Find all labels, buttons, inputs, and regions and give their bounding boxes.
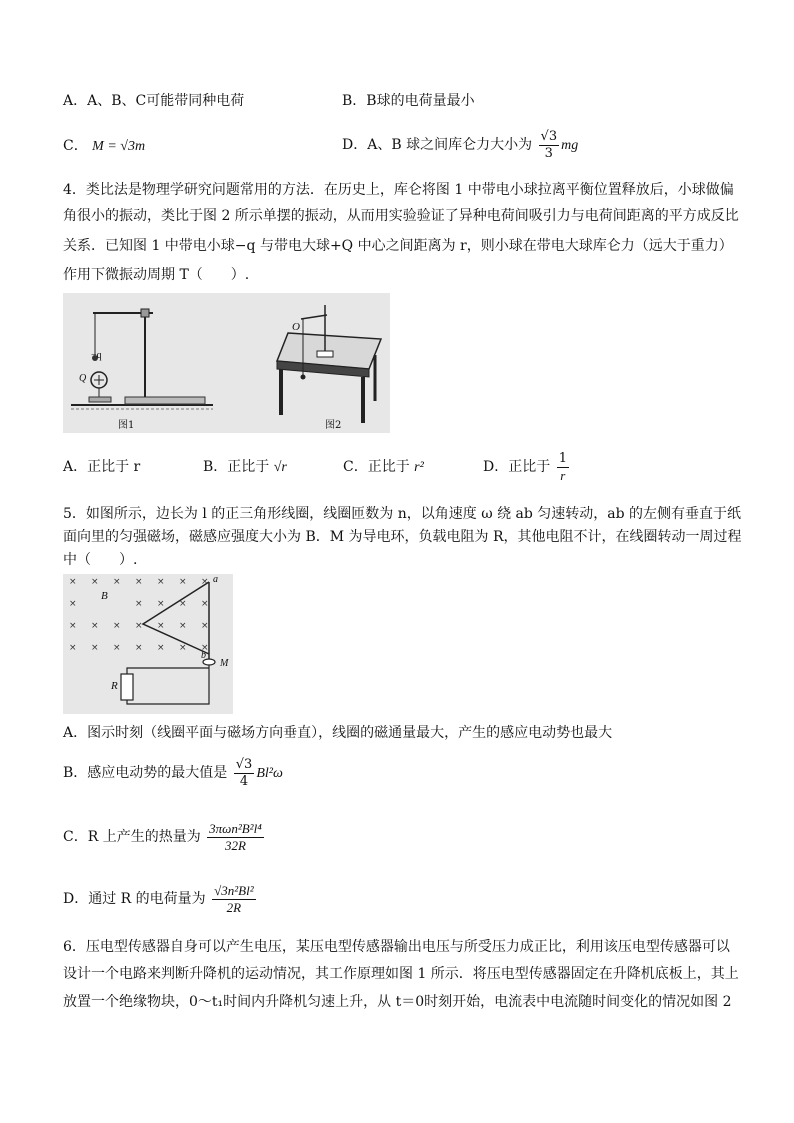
- q5-fig-b-label: b: [201, 650, 206, 661]
- q4-fig1-q-label: −q: [91, 350, 102, 361]
- svg-text:×: ×: [69, 599, 77, 609]
- svg-text:×: ×: [157, 621, 165, 631]
- q3-option-c-prefix: C．: [63, 138, 88, 154]
- q3-option-d-prefix: D．A、B 球之间库仑力大小为: [342, 137, 533, 153]
- svg-text:×: ×: [179, 643, 187, 653]
- q5-option-b-numerator: √3: [235, 756, 253, 772]
- q5-option-d-denominator: 2R: [226, 899, 242, 915]
- svg-text:×: ×: [69, 577, 77, 587]
- q3-option-c-math: M = √3m: [92, 139, 146, 154]
- q5-fig-R-label: R: [111, 680, 118, 692]
- q5-option-a: A．图示时刻（线圈平面与磁场方向垂直），线圈的磁通量最大，产生的感应电动势也最大: [63, 725, 613, 741]
- q4-options: [63, 450, 763, 484]
- svg-text:×: ×: [157, 599, 165, 609]
- q6-stem-line2: 设计一个电路来判断升降机的运动情况，其工作原理如图 1 所示．将压电型传感器固定在升降机底板上，其上: [63, 966, 739, 982]
- q4-option-d: [483, 450, 571, 484]
- q5-option-d-numerator: √3n²Bl²: [214, 882, 254, 898]
- q5-option-b-denominator: 4: [239, 773, 249, 789]
- svg-text:×: ×: [91, 621, 99, 631]
- svg-text:×: ×: [179, 621, 187, 631]
- q5-option-b-prefix: B．感应电动势的最大值是: [63, 765, 228, 781]
- q4-stem-line4: 作用下微振动周期 T（ ）.: [63, 267, 250, 283]
- svg-text:×: ×: [91, 577, 99, 587]
- q5-option-c: [63, 820, 266, 854]
- q4-option-c-math: r²: [414, 460, 424, 475]
- q5-option-c-fraction: [207, 821, 264, 854]
- svg-text:×: ×: [69, 643, 77, 653]
- q4-option-d-prefix: D．正比于: [483, 459, 551, 475]
- q4-option-c: [343, 450, 424, 485]
- svg-text:×: ×: [135, 599, 143, 609]
- q3-option-d-numerator: √3: [540, 128, 558, 144]
- svg-text:×: ×: [179, 599, 187, 609]
- q5-fig-M-label: M: [220, 658, 229, 669]
- svg-text:×: ×: [91, 643, 99, 653]
- svg-text:×: ×: [201, 577, 209, 587]
- q3-option-d-fraction: [539, 129, 560, 162]
- q4-option-d-denominator: r: [560, 467, 566, 483]
- svg-text:×: ×: [157, 577, 165, 587]
- q5-option-b: [63, 756, 283, 791]
- q4-option-a: A．正比于 r: [63, 459, 141, 475]
- q4-option-d-numerator: 1: [558, 450, 567, 466]
- q5-option-c-numerator: 3πωn²B²l⁴: [209, 820, 262, 836]
- q4-option-b-prefix: B．正比于: [203, 459, 270, 475]
- q4-fig2-caption: 图2: [325, 420, 342, 431]
- svg-text:×: ×: [179, 577, 187, 587]
- q4-fig2-O-label: O: [292, 321, 300, 333]
- svg-text:×: ×: [201, 643, 209, 653]
- q4-option-b: [203, 450, 287, 485]
- q5-figure-drawing: [63, 574, 233, 714]
- q3-option-d-denominator: 3: [544, 145, 553, 161]
- svg-text:×: ×: [135, 577, 143, 587]
- q3-option-c: [63, 137, 145, 156]
- q4-option-d-fraction: [557, 451, 569, 484]
- svg-text:×: ×: [135, 643, 143, 653]
- q5-fig-B-label: B: [101, 590, 108, 602]
- q5-fig-a-label: a: [213, 574, 218, 585]
- q5-figure: [63, 574, 233, 714]
- q3-option-b: B．B球的电荷量最小: [342, 93, 475, 109]
- q5-stem-line1: 5．如图所示，边长为 l 的正三角形线圈，线圈匝数为 n，以角速度 ω 绕 ab 匀速转动，ab 的左侧有垂直于纸: [63, 506, 742, 522]
- svg-text:×: ×: [135, 621, 143, 631]
- q4-option-c-prefix: C．正比于: [343, 459, 410, 475]
- q5-option-c-denominator: 32R: [224, 837, 246, 853]
- q3-option-d: [342, 128, 578, 163]
- q3-option-a: A．A、B、C可能带同种电荷: [63, 93, 245, 109]
- svg-text:×: ×: [201, 621, 209, 631]
- svg-text:×: ×: [113, 643, 121, 653]
- svg-text:×: ×: [113, 577, 121, 587]
- q5-option-b-suffix: Bl²ω: [256, 766, 283, 781]
- svg-text:×: ×: [157, 643, 165, 653]
- q4-fig1-Q-label: Q: [79, 373, 87, 384]
- q5-option-b-fraction: [234, 757, 255, 790]
- q4-figure-drawing: [63, 293, 390, 433]
- q4-stem-line3: 关系．已知图 1 中带电小球−q 与带电大球+Q 中心之间距离为 r，则小球在带电大球库仑力（远大于重力）: [63, 238, 733, 254]
- svg-text:×: ×: [69, 621, 77, 631]
- q5-option-d: [63, 882, 258, 916]
- q6-stem-line3: 放置一个绝缘物块，0～t₁时间内升降机匀速上升，从 t＝0时刻开始，电流表中电流随时间变化的情况如图 2: [63, 994, 732, 1010]
- q4-stem-line1: 4．类比法是物理学研究问题常用的方法．在历史上，库仑将图 1 中带电小球拉离平衡位置释放后，小球做偏: [63, 182, 734, 198]
- q5-option-d-fraction: [212, 883, 255, 916]
- svg-text:×: ×: [113, 621, 121, 631]
- q4-fig1-caption: 图1: [118, 420, 135, 431]
- q3-option-d-suffix: mg: [561, 138, 579, 153]
- q5-option-c-prefix: C．R 上产生的热量为: [63, 829, 201, 845]
- q5-stem-line3: 中（ ）.: [63, 552, 138, 568]
- q5-stem-line2: 面向里的匀强磁场，磁感应强度大小为 B．M 为导电环，负载电阻为 R，其他电阻不计，在线圈转动一周过程: [63, 529, 742, 545]
- q4-stem-line2: 角很小的振动，类比于图 2 所示单摆的振动，从而用实验验证了异种电荷间吸引力与电荷间距离的平方成反比: [63, 208, 739, 224]
- q4-figure: [63, 293, 390, 433]
- q6-stem-line1: 6．压电型传感器自身可以产生电压，某压电型传感器输出电压与所受压力成正比，利用该压电型传感器可以: [63, 939, 730, 955]
- svg-text:×: ×: [201, 599, 209, 609]
- q4-option-b-math: √r: [273, 460, 287, 475]
- q5-option-d-prefix: D．通过 R 的电荷量为: [63, 891, 206, 907]
